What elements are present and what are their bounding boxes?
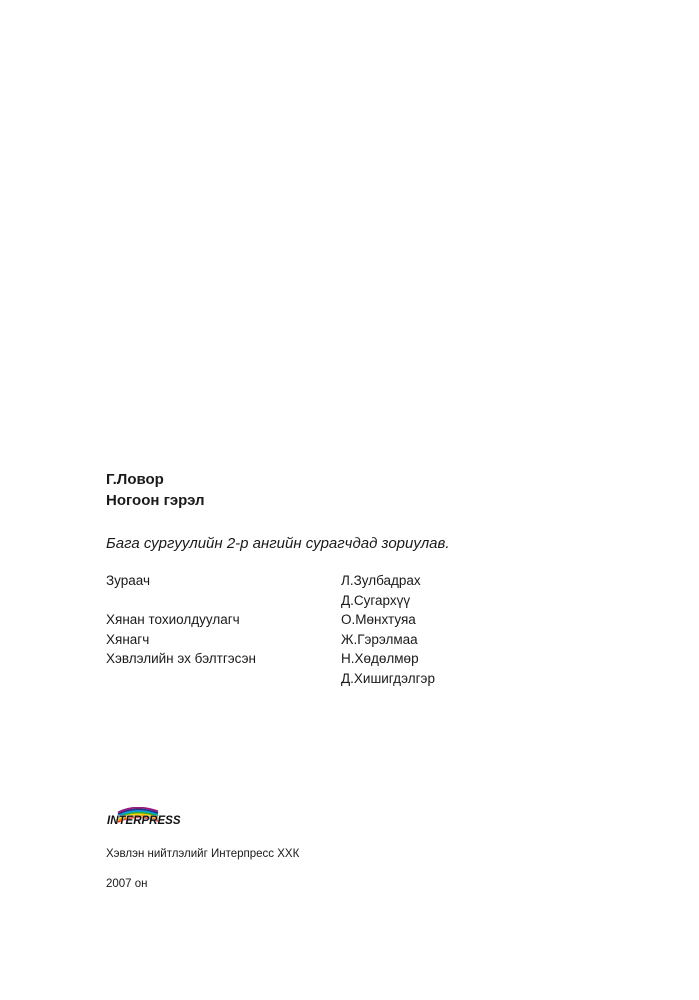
publisher-logo-graphic: [106, 807, 196, 829]
credit-name: О.Мөнхтуяа: [341, 612, 416, 627]
author-name: Г.Ловор: [106, 471, 164, 488]
credit-name: Д.Сугархүү: [341, 592, 411, 608]
credit-row: [106, 571, 586, 591]
credit-name: Н.Хөдөлмөр: [341, 651, 419, 666]
credit-name: Л.Зулбадрах: [341, 573, 421, 588]
credit-row: [106, 610, 586, 630]
credit-name: Ж.Гэрэлмаа: [341, 631, 418, 647]
credits-list: [106, 571, 586, 688]
credit-row: [106, 669, 586, 689]
credit-role: Хянагч: [106, 631, 150, 647]
credit-role: Хянан тохиолдуулагч: [106, 612, 240, 627]
credit-row: [106, 591, 586, 611]
publisher-logo: [106, 807, 196, 829]
credit-row: [106, 649, 586, 669]
book-title: Ногоон гэрэл: [106, 492, 205, 509]
credit-role: Хэвлэлийн эх бэлтгэсэн: [106, 651, 256, 666]
publisher-line: Хэвлэн нийтлэлийг Интерпресс ХХК: [106, 848, 300, 860]
book-subtitle: Бага сургуулийн 2-р ангийн сурагчдад зориулав.: [106, 535, 450, 552]
credit-name: Д.Хишигдэлгэр: [341, 670, 435, 686]
publisher-logo-wordmark: INTERPRESS: [107, 815, 181, 827]
credit-row: [106, 630, 586, 650]
credit-role: Зураач: [106, 573, 151, 588]
publication-year: 2007 он: [106, 878, 148, 890]
